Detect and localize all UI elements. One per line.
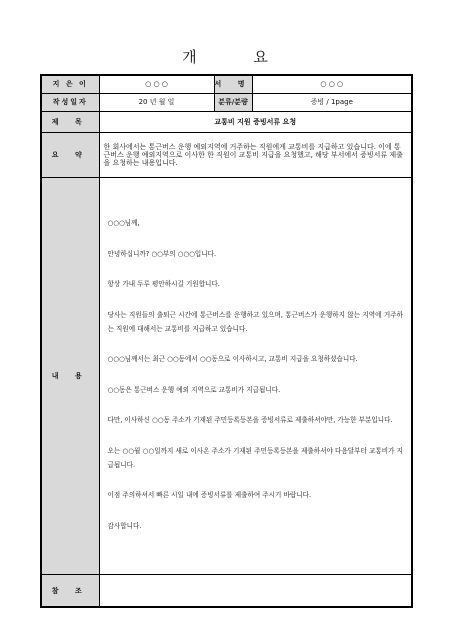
- content-paragraph: 오는 ○○월 ○○일까지 새로 이사온 주소가 기재된 주민등록등본을 제출하셔야 다음달부터 교통비가 지급됩니다.: [107, 446, 403, 469]
- author-label: 지 은 이: [41, 75, 99, 93]
- content-row: [41, 178, 412, 575]
- document-title: 개 요: [182, 48, 294, 66]
- date-label: 작성일자: [41, 93, 99, 111]
- subject-label: 제 목: [41, 111, 99, 132]
- overview-form: [40, 74, 413, 608]
- content-label: 내 용: [41, 178, 99, 575]
- content-paragraph: 다만, 이사하신 ○○동 주소가 기재된 주민등록등본을 증빙서류로 제출하셔야만, 가능한 부분입니다.: [107, 416, 393, 425]
- content-body: [99, 178, 412, 575]
- content-paragraph: 당사는 직원들의 출퇴근 시간에 통근버스를 운행하고 있으며, 통근버스가 운행하지 않는 지역에 거주하는 직원에 대해서는 교통비를 지급하고 있습니다.: [107, 310, 403, 333]
- content-paragraph: 안녕하십니까? ○○부의 ○○○입니다.: [107, 249, 217, 258]
- content-paragraph: ○○○님께서는 최근 ○○동에서 ○○동으로 이사하시고, 교통비 지급을 요청하셨습니다.: [107, 355, 358, 364]
- content-paragraph: 항상 가내 두루 평안하시길 기원합니다.: [107, 280, 220, 289]
- date-row: [41, 93, 412, 111]
- content-paragraph: 감사합니다.: [107, 521, 142, 530]
- author-value: ○ ○ ○: [99, 75, 214, 93]
- reference-label: 참 조: [41, 575, 99, 607]
- content-paragraph: 이점 주의하셔서 빠른 시일 내에 증빙서류를 제출하여 주시기 바랍니다.: [107, 491, 312, 500]
- subject-row: [41, 111, 412, 132]
- summary-value: 한 회사에서는 통근버스 운행 예외지역에 거주하는 직원에게 교통비를 지급하고 있습니다. 이에 통근버스 운행 예외지역으로 이사한 한 직원이 교통비 지급을 요청했고, 해당 부서에서 증빙서류 제출을 요청하는 내용입니다.: [99, 133, 412, 178]
- subject-value: 교통비 지원 증빙서류 요청: [99, 111, 412, 132]
- summary-row: [41, 133, 412, 178]
- content-paragraph: ○○동은 통근버스 운행 예외 지역으로 교통비가 지급됩니다.: [107, 385, 281, 394]
- category-label: 분류/분량: [214, 93, 252, 111]
- content-paragraph: ○○○님께,: [107, 219, 140, 228]
- summary-label: 요 약: [41, 133, 99, 178]
- reference-value: [99, 575, 412, 607]
- signature-label: 서 명: [214, 75, 252, 93]
- category-value: 증빙 / 1page: [252, 93, 412, 111]
- reference-row: [41, 575, 412, 607]
- signature-value: ○ ○ ○: [252, 75, 412, 93]
- author-row: [41, 75, 412, 93]
- date-value: 20 년 월 일: [99, 93, 214, 111]
